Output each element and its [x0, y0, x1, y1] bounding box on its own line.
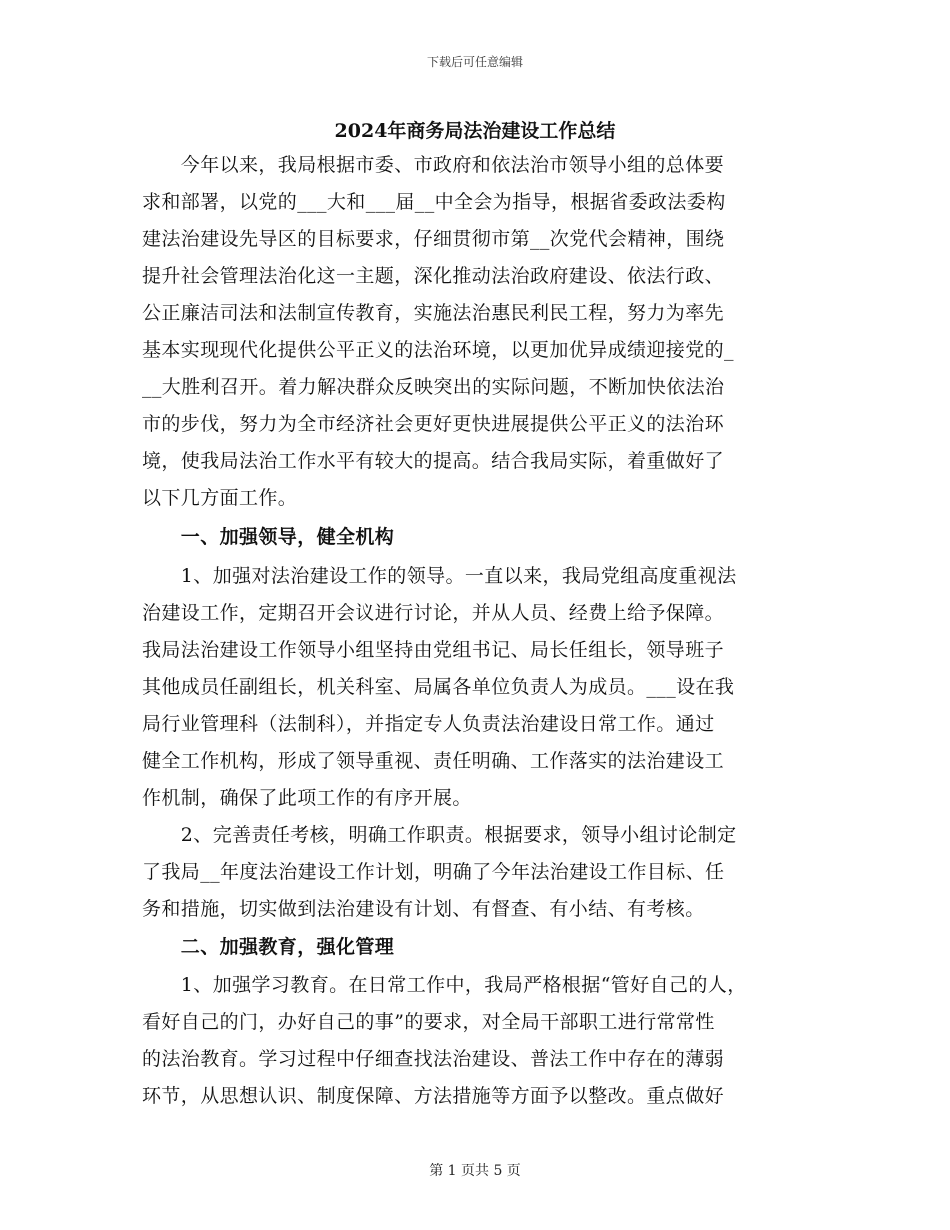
paragraph-line: 2、完善责任考核，明确工作职责。根据要求，领导小组讨论制定 — [142, 824, 737, 846]
paragraph-line: 其他成员任副组长，机关科室、局属各单位负责人为成员。___设在我 — [142, 676, 735, 698]
paragraph-line: 务和措施，切实做到法治建设有计划、有督查、有小结、有考核。 — [142, 898, 705, 920]
paragraph-line: 建法治建设先导区的目标要求，仔细贯彻市第__次党代会精神，围绕 — [142, 228, 725, 250]
paragraph-line: 1、加强对法治建设工作的领导。一直以来，我局党组高度重视法 — [142, 565, 737, 587]
paragraph-line: 治建设工作，定期召开会议进行讨论，并从人员、经费上给予保障。 — [142, 602, 725, 624]
paragraph-line: 1、加强学习教育。在日常工作中，我局严格根据“管好自己的人， — [142, 974, 747, 996]
paragraph-line: 的法治教育。学习过程中仔细查找法治建设、普法工作中存在的薄弱 — [142, 1048, 725, 1070]
paragraph-line: 今年以来，我局根据市委、市政府和依法治市领导小组的总体要 — [142, 154, 725, 176]
paragraph-line: 境，使我局法治工作水平有较大的提高。结合我局实际，着重做好了 — [142, 450, 725, 472]
paragraph-line: 看好自己的门，办好自己的事”的要求，对全局干部职工进行常常性 — [142, 1011, 715, 1033]
paragraph-line: 求和部署，以党的___大和___届__中全会为指导，根据省委政法委构 — [142, 191, 726, 213]
paragraph-line: 以下几方面工作。 — [142, 487, 298, 509]
paragraph-line: 基本实现现代化提供公平正义的法治环境，以更加优异成绩迎接党的_ — [142, 339, 734, 361]
paragraph-line: 局行业管理科（法制科），并指定专人负责法治建设日常工作。通过 — [142, 713, 715, 735]
page-number: 第 1 页共 5 页 — [429, 1163, 521, 1179]
section-heading: 一、加强领导，健全机构 — [142, 526, 395, 548]
paragraph-line: 提升社会管理法治化这一主题，深化推动法治政府建设、依法行政、 — [142, 265, 725, 287]
paragraph-line: 了我局__年度法治建设工作计划，明确了今年法治建设工作目标、任 — [142, 861, 725, 883]
paragraph-line: 市的步伐，努力为全市经济社会更好更快进展提供公平正义的法治环 — [142, 413, 725, 435]
page-header-note: 下载后可任意编辑 — [426, 55, 523, 69]
section-heading: 二、加强教育，强化管理 — [142, 936, 395, 958]
paragraph-line: 环节，从思想认识、制度保障、方法措施等方面予以整改。重点做好 — [142, 1085, 725, 1107]
paragraph-line: 公正廉洁司法和法制宣传教育，实施法治惠民利民工程，努力为率先 — [142, 302, 725, 324]
paragraph-line: 我局法治建设工作领导小组坚持由党组书记、局长任组长，领导班子 — [142, 639, 725, 661]
paragraph-line: 健全工作机构，形成了领导重视、责任明确、工作落实的法治建设工 — [142, 750, 725, 772]
paragraph-line: __大胜利召开。着力解决群众反映突出的实际问题，不断加快依法治 — [142, 376, 725, 398]
paragraph-line: 作机制，确保了此项工作的有序开展。 — [142, 787, 472, 809]
document-title: 2024年商务局法治建设工作总结 — [334, 120, 616, 142]
